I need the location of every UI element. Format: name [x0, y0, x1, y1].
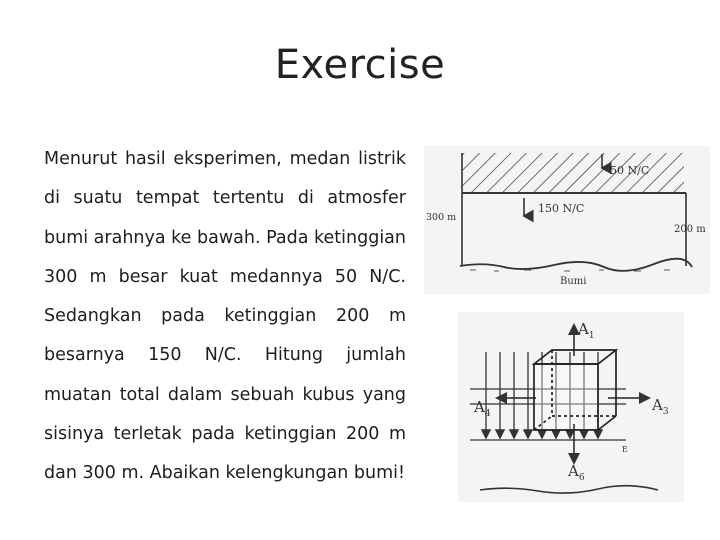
ground-texture — [470, 270, 670, 271]
height-label-200m: 200 m — [674, 224, 706, 235]
label-A3: $A_3$ — [652, 396, 669, 417]
cube — [534, 350, 616, 430]
slide-title: Exercise — [274, 42, 446, 88]
problem-text: Menurut hasil eksperimen, medan listrik di suatu tempat tertentu di atmosfer bumi arahnya ke bawah. Pada ketinggian 300 m besar kuat medannya 50 N/C. Sedangkan pada ketinggian 200 m besarnya 150 N/C. Hitung jumlah muatan total dalam sebuah kubus yang sisinya terletak pada ketinggian 200 m dan 300 m. Abaikan kelengkungan bumi! — [44, 149, 406, 484]
ground-line — [480, 486, 658, 493]
ground-line — [460, 259, 692, 271]
label-E: E — [622, 445, 628, 454]
hatched-upper-region — [462, 153, 684, 193]
field-label-150: 150 N/C — [538, 202, 585, 215]
ground-label: Bumi — [560, 276, 587, 287]
field-label-50: 50 N/C — [610, 164, 650, 177]
label-A1: $A_1$ — [578, 320, 595, 341]
cube-flux-figure — [458, 312, 684, 502]
height-label-300m: 300 m — [426, 212, 457, 223]
atmosphere-field-figure — [424, 146, 710, 294]
label-A4: $A_4$ — [474, 398, 491, 419]
label-A6: $A_6$ — [568, 462, 585, 483]
